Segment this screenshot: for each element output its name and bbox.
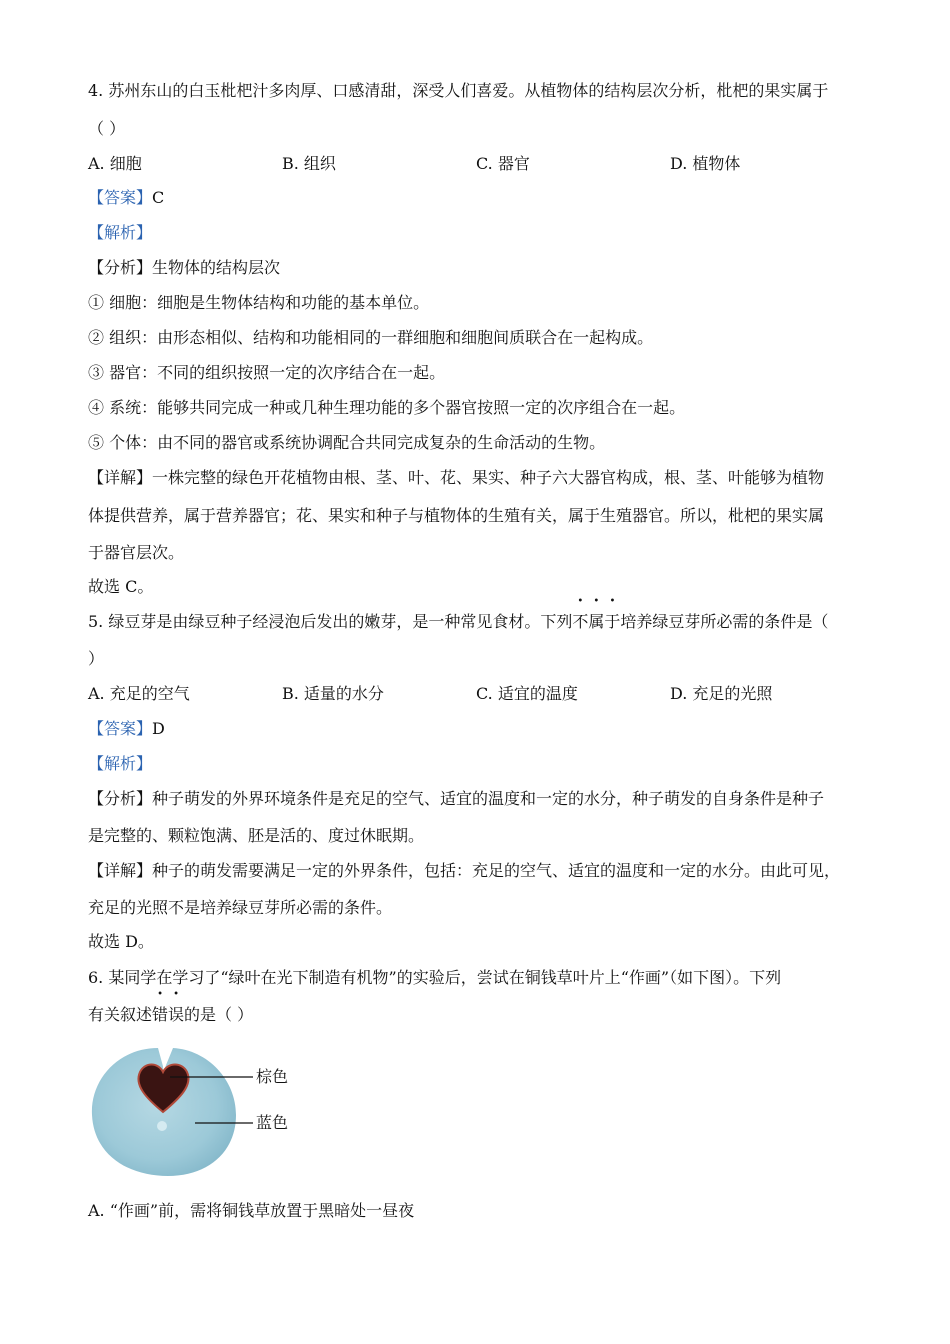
q4-detail-line1 bbox=[88, 467, 824, 489]
label-blue: 蓝色 bbox=[256, 1113, 289, 1132]
q4-stem-line1: 4. 苏州东山的白玉枇杷汁多肉厚、口感清甜，深受人们喜爱。从植物体的结构层次分析，枇杷的果实属于 bbox=[88, 81, 829, 100]
q6-stem-line2 bbox=[88, 1004, 253, 1026]
leaf-figure bbox=[88, 1040, 318, 1180]
q5-emph-1: 不 bbox=[572, 612, 589, 631]
q5-stem-post: 培养绿豆芽所必需的条件是（ bbox=[620, 612, 829, 631]
label-brown: 棕色 bbox=[256, 1067, 289, 1086]
q6-option-a: A. “作画”前，需将铜钱草放置于黑暗处一昼夜 bbox=[88, 1201, 415, 1220]
q5-emph-2: 属 bbox=[588, 612, 605, 631]
q4-stem-line2: （ ） bbox=[88, 119, 126, 138]
q4-option-b: B. 组织 bbox=[282, 154, 336, 173]
q4-detail-label: 【详解】 bbox=[88, 468, 153, 487]
q4-answer-label: 【答案】 bbox=[88, 188, 153, 207]
q4-conclusion: 故选 C。 bbox=[88, 577, 154, 596]
q4-analysis-label: 【解析】 bbox=[88, 223, 153, 242]
q6-emph-2: 误 bbox=[168, 1005, 185, 1024]
q5-stem-line1 bbox=[88, 611, 828, 633]
q4-item-4: ④ 系统：能够共同完成一种或几种生理功能的多个器官按照一定的次序组合在一起。 bbox=[88, 398, 686, 417]
q4-detail-line2: 体提供营养，属于营养器官；花、果实和种子与植物体的生殖有关，属于生殖器官。所以，枇杷的果实属 bbox=[88, 506, 825, 525]
q5-detail-line2: 充足的光照不是培养绿豆芽所必需的条件。 bbox=[88, 898, 393, 917]
q5-analysis-label: 【解析】 bbox=[88, 754, 153, 773]
q4-fenxi bbox=[88, 257, 280, 279]
q5-option-c: C. 适宜的温度 bbox=[476, 684, 578, 703]
q6-stem-pre: 有关叙述 bbox=[88, 1005, 153, 1024]
q5-answer-label: 【答案】 bbox=[88, 719, 153, 738]
q5-answer-value: D bbox=[152, 719, 165, 738]
q4-item-3: ③ 器官：不同的组织按照一定的次序结合在一起。 bbox=[88, 363, 446, 382]
q5-fenxi-label: 【分析】 bbox=[88, 789, 153, 808]
q4-fenxi-text: 生物体的结构层次 bbox=[152, 258, 281, 277]
q4-option-d: D. 植物体 bbox=[670, 154, 741, 173]
q5-option-a: A. 充足的空气 bbox=[88, 684, 190, 703]
q5-conclusion: 故选 D。 bbox=[88, 932, 154, 951]
q5-answer bbox=[88, 718, 165, 740]
q4-answer-value: C bbox=[152, 188, 165, 207]
leaf-center-spot bbox=[157, 1121, 167, 1131]
q5-stem-pre: 5. 绿豆芽是由绿豆种子经浸泡后发出的嫩芽，是一种常见食材。下列 bbox=[88, 612, 573, 631]
q4-fenxi-label: 【分析】 bbox=[88, 258, 153, 277]
q6-emph-1: 错 bbox=[152, 1005, 169, 1024]
q5-fenxi-line2: 是完整的、颗粒饱满、胚是活的、度过休眠期。 bbox=[88, 826, 425, 845]
q4-item-2: ② 组织：由形态相似、结构和功能相同的一群细胞和细胞间质联合在一起构成。 bbox=[88, 328, 654, 347]
q4-detail-line3: 于器官层次。 bbox=[88, 543, 185, 562]
q4-answer bbox=[88, 187, 164, 209]
q5-detail-label: 【详解】 bbox=[88, 861, 153, 880]
q4-option-a: A. 细胞 bbox=[88, 154, 142, 173]
q5-stem-line2: ） bbox=[88, 649, 105, 668]
q6-stem-post: 的是（ ） bbox=[184, 1005, 254, 1024]
q5-detail-line1 bbox=[88, 860, 840, 882]
q5-fenxi-text1: 种子萌发的外界环境条件是充足的空气、适宜的温度和一定的水分，种子萌发的自身条件是种子 bbox=[152, 789, 825, 808]
q5-detail-text1: 种子的萌发需要满足一定的外界条件，包括：充足的空气、适宜的温度和一定的水分。由此可见， bbox=[152, 861, 841, 880]
q5-fenxi-line1 bbox=[88, 788, 824, 810]
q5-option-b: B. 适量的水分 bbox=[282, 684, 384, 703]
q4-item-1: ① 细胞：细胞是生物体结构和功能的基本单位。 bbox=[88, 293, 430, 312]
q4-detail-text1: 一株完整的绿色开花植物由根、茎、叶、花、果实、种子六大器官构成，根、茎、叶能够为植物 bbox=[152, 468, 825, 487]
q4-option-c: C. 器官 bbox=[476, 154, 530, 173]
q5-option-d: D. 充足的光照 bbox=[670, 684, 773, 703]
q6-stem-line1: 6. 某同学在学习了“绿叶在光下制造有机物”的实验后，尝试在铜钱草叶片上“作画”（如下图）。下列 bbox=[88, 968, 782, 987]
q4-item-5: ⑤ 个体：由不同的器官或系统协调配合共同完成复杂的生命活动的生物。 bbox=[88, 433, 606, 452]
q5-emph-3: 于 bbox=[604, 612, 621, 631]
